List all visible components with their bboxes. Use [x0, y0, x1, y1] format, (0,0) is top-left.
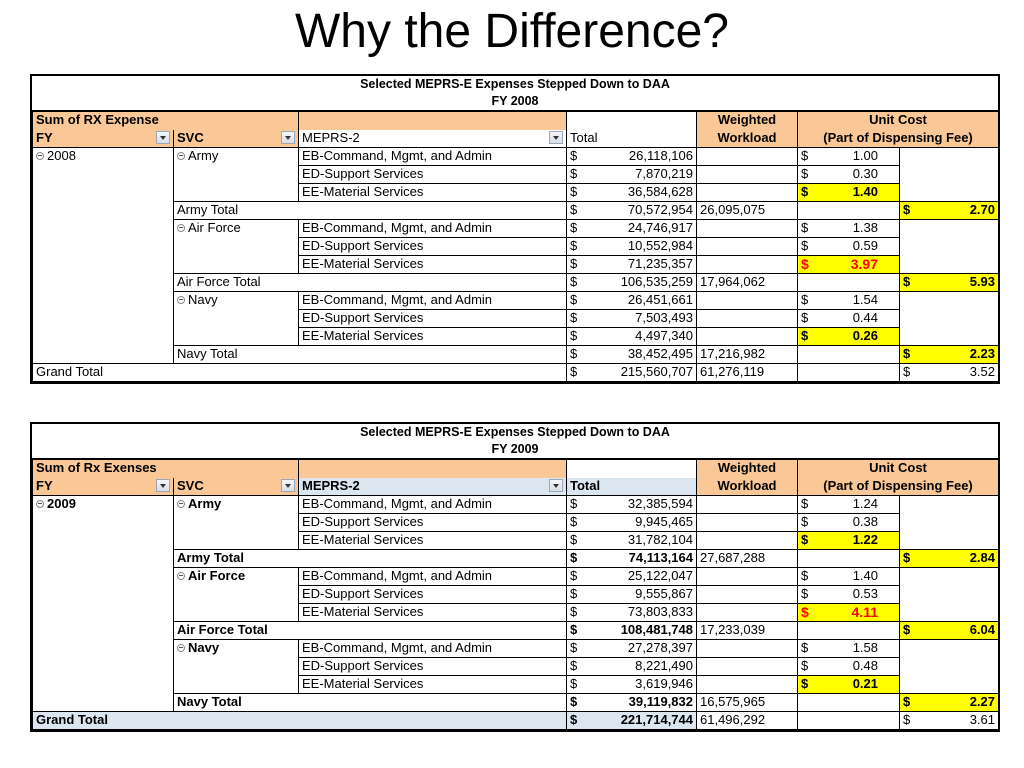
collapse-icon[interactable]: [177, 572, 185, 580]
sum-label: Sum of RX Expense: [33, 112, 299, 130]
collapse-icon[interactable]: [177, 152, 185, 160]
total-cell: $ 24,746,917: [567, 220, 697, 238]
unit-cost-cell: $ 1.24: [798, 496, 900, 514]
meprs-cell: ED-Support Services: [299, 310, 567, 328]
meprs-cell: EB-Command, Mgmt, and Admin: [299, 640, 567, 658]
pivot-title-line2: FY 2008: [491, 94, 539, 108]
workload-cell: 26,095,075: [697, 202, 798, 220]
meprs-cell: ED-Support Services: [299, 166, 567, 184]
svc-field-header[interactable]: [174, 130, 299, 148]
svc-cell-navy[interactable]: Navy: [174, 640, 299, 658]
meprs-cell: EB-Command, Mgmt, and Admin: [299, 568, 567, 586]
total-header: Total: [567, 478, 697, 496]
fy-field-header[interactable]: [33, 130, 174, 148]
meprs-cell: EE-Material Services: [299, 676, 567, 694]
unit-cost-cell: $ 1.58: [798, 640, 900, 658]
total-cell: $ 9,555,867: [567, 586, 697, 604]
dispensing-fee-header: (Part of Dispensing Fee): [798, 130, 999, 148]
pivot-title: [32, 76, 998, 111]
air-force-total-label: Air Force Total: [174, 274, 567, 292]
fy-field-header[interactable]: [33, 478, 174, 496]
total-cell: $ 26,451,661: [567, 292, 697, 310]
total-cell: $ 31,782,104: [567, 532, 697, 550]
unit-cost-cell-highlight: $ 0.26: [798, 328, 900, 346]
meprs-cell: EE-Material Services: [299, 532, 567, 550]
fy-label: FY: [36, 477, 53, 493]
total-cell: $ 27,278,397: [567, 640, 697, 658]
pivot-table-fy2009: [30, 422, 1000, 732]
unit-cost-cell: $ 0.53: [798, 586, 900, 604]
air-force-total-value: $ 106,535,259: [567, 274, 697, 292]
svc-cell-navy[interactable]: Navy: [174, 292, 299, 310]
total-cell: $ 25,122,047: [567, 568, 697, 586]
collapse-icon[interactable]: [36, 152, 44, 160]
svc-cell-army[interactable]: Army: [174, 148, 299, 166]
pivot-grid: [32, 459, 999, 730]
dispensing-fee-header: (Part of Dispensing Fee): [798, 478, 999, 496]
total-cell: $ 4,497,340: [567, 328, 697, 346]
workload-cell: 17,216,982: [697, 346, 798, 364]
grand-total-value: $ 221,714,744: [567, 712, 697, 730]
collapse-icon[interactable]: [177, 296, 185, 304]
navy-total-label: Navy Total: [174, 346, 567, 364]
pivot-title: [32, 424, 998, 459]
meprs-cell: EB-Command, Mgmt, and Admin: [299, 220, 567, 238]
unit-cost-cell-highlight: $ 1.40: [798, 184, 900, 202]
svc-cell-air-force[interactable]: Air Force: [174, 220, 299, 238]
year-cell[interactable]: 2008: [33, 148, 174, 166]
chevron-down-icon[interactable]: [281, 479, 295, 492]
total-cell: $ 26,118,106: [567, 148, 697, 166]
air-force-total-label: Air Force Total: [174, 622, 567, 640]
svc-field-header[interactable]: [174, 478, 299, 496]
meprs-label: MEPRS-2: [302, 477, 360, 493]
meprs-field-header[interactable]: [299, 130, 567, 148]
meprs-label: MEPRS-2: [302, 129, 360, 145]
army-total-label: Army Total: [174, 550, 567, 568]
svc-cell-air-force[interactable]: Air Force: [174, 568, 299, 586]
unit-cost-cell: $ 1.38: [798, 220, 900, 238]
total-cell: $ 7,503,493: [567, 310, 697, 328]
grand-total-label: Grand Total: [33, 712, 567, 730]
unit-cost-cell: $ 0.48: [798, 658, 900, 676]
svc-cell-army[interactable]: Army: [174, 496, 299, 514]
total-cell: $ 7,870,219: [567, 166, 697, 184]
total-cell: $ 8,221,490: [567, 658, 697, 676]
unit-cost-cell-highlight: $ 4.11: [798, 604, 900, 622]
workload-cell: 17,964,062: [697, 274, 798, 292]
workload-cell: 27,687,288: [697, 550, 798, 568]
meprs-cell: EB-Command, Mgmt, and Admin: [299, 496, 567, 514]
sum-unit-cost: $ 2.27: [900, 694, 999, 712]
unit-cost-cell-highlight: $ 1.22: [798, 532, 900, 550]
grand-unit-cost: $ 3.61: [900, 712, 999, 730]
unit-cost-cell-highlight: $ 3.97: [798, 256, 900, 274]
unit-cost-cell: $ 0.59: [798, 238, 900, 256]
slide-title: Why the Difference?: [295, 5, 729, 58]
navy-total-value: $ 38,452,495: [567, 346, 697, 364]
sum-unit-cost: $ 6.04: [900, 622, 999, 640]
fy-label: FY: [36, 129, 53, 145]
grand-total-value: $ 215,560,707: [567, 364, 697, 382]
workload-header: Workload: [697, 478, 798, 496]
grand-unit-cost: $ 3.52: [900, 364, 999, 382]
collapse-icon[interactable]: [177, 224, 185, 232]
meprs-cell: ED-Support Services: [299, 586, 567, 604]
pivot-grid: [32, 111, 999, 382]
total-cell: $ 36,584,628: [567, 184, 697, 202]
meprs-cell: EB-Command, Mgmt, and Admin: [299, 292, 567, 310]
workload-cell: 17,233,039: [697, 622, 798, 640]
chevron-down-icon[interactable]: [549, 131, 563, 144]
army-total-value: $ 74,113,164: [567, 550, 697, 568]
unit-cost-cell-highlight: $ 0.21: [798, 676, 900, 694]
pivot-title-line1: Selected MEPRS-E Expenses Stepped Down to DAA: [360, 77, 670, 91]
sum-unit-cost: $ 2.23: [900, 346, 999, 364]
unit-cost-cell: $ 0.44: [798, 310, 900, 328]
grand-workload: 61,496,292: [697, 712, 798, 730]
sum-label: Sum of Rx Exenses: [33, 460, 299, 478]
chevron-down-icon[interactable]: [281, 131, 295, 144]
meprs-cell: ED-Support Services: [299, 514, 567, 532]
meprs-cell: EE-Material Services: [299, 604, 567, 622]
sum-unit-cost: $ 5.93: [900, 274, 999, 292]
total-cell: $ 73,803,833: [567, 604, 697, 622]
weighted-header: Weighted: [697, 460, 798, 478]
meprs-cell: EE-Material Services: [299, 256, 567, 274]
unit-cost-cell: $ 0.30: [798, 166, 900, 184]
workload-header: Workload: [697, 130, 798, 148]
total-cell: $ 32,385,594: [567, 496, 697, 514]
pivot-table-fy2008: [30, 74, 1000, 384]
svc-label: SVC: [177, 129, 204, 145]
chevron-down-icon[interactable]: [156, 479, 170, 492]
sum-unit-cost: $ 2.84: [900, 550, 999, 568]
army-total-value: $ 70,572,954: [567, 202, 697, 220]
weighted-header: Weighted: [697, 112, 798, 130]
svc-label: SVC: [177, 477, 204, 493]
year-cell[interactable]: 2009: [33, 496, 174, 514]
total-cell: $ 3,619,946: [567, 676, 697, 694]
pivot-title-line1: Selected MEPRS-E Expenses Stepped Down to DAA: [360, 425, 670, 439]
navy-total-label: Navy Total: [174, 694, 567, 712]
unit-cost-cell: $ 1.00: [798, 148, 900, 166]
meprs-cell: EE-Material Services: [299, 328, 567, 346]
unit-cost-cell: $ 1.40: [798, 568, 900, 586]
total-cell: $ 71,235,357: [567, 256, 697, 274]
collapse-icon[interactable]: [177, 644, 185, 652]
workload-cell: 16,575,965: [697, 694, 798, 712]
unit-cost-cell: $ 1.54: [798, 292, 900, 310]
meprs-cell: ED-Support Services: [299, 658, 567, 676]
total-header: Total: [567, 130, 697, 148]
collapse-icon[interactable]: [177, 500, 185, 508]
chevron-down-icon[interactable]: [156, 131, 170, 144]
meprs-field-header[interactable]: [299, 478, 567, 496]
total-cell: $ 9,945,465: [567, 514, 697, 532]
unit-cost-cell: $ 0.38: [798, 514, 900, 532]
grand-workload: 61,276,119: [697, 364, 798, 382]
total-cell: $ 10,552,984: [567, 238, 697, 256]
collapse-icon[interactable]: [36, 500, 44, 508]
grand-total-label: Grand Total: [33, 364, 567, 382]
army-total-label: Army Total: [174, 202, 567, 220]
meprs-cell: EE-Material Services: [299, 184, 567, 202]
pivot-title-line2: FY 2009: [491, 442, 539, 456]
chevron-down-icon[interactable]: [549, 479, 563, 492]
meprs-cell: ED-Support Services: [299, 238, 567, 256]
unit-cost-header: Unit Cost: [798, 112, 999, 130]
meprs-cell: EB-Command, Mgmt, and Admin: [299, 148, 567, 166]
air-force-total-value: $ 108,481,748: [567, 622, 697, 640]
sum-unit-cost: $ 2.70: [900, 202, 999, 220]
navy-total-value: $ 39,119,832: [567, 694, 697, 712]
unit-cost-header: Unit Cost: [798, 460, 999, 478]
